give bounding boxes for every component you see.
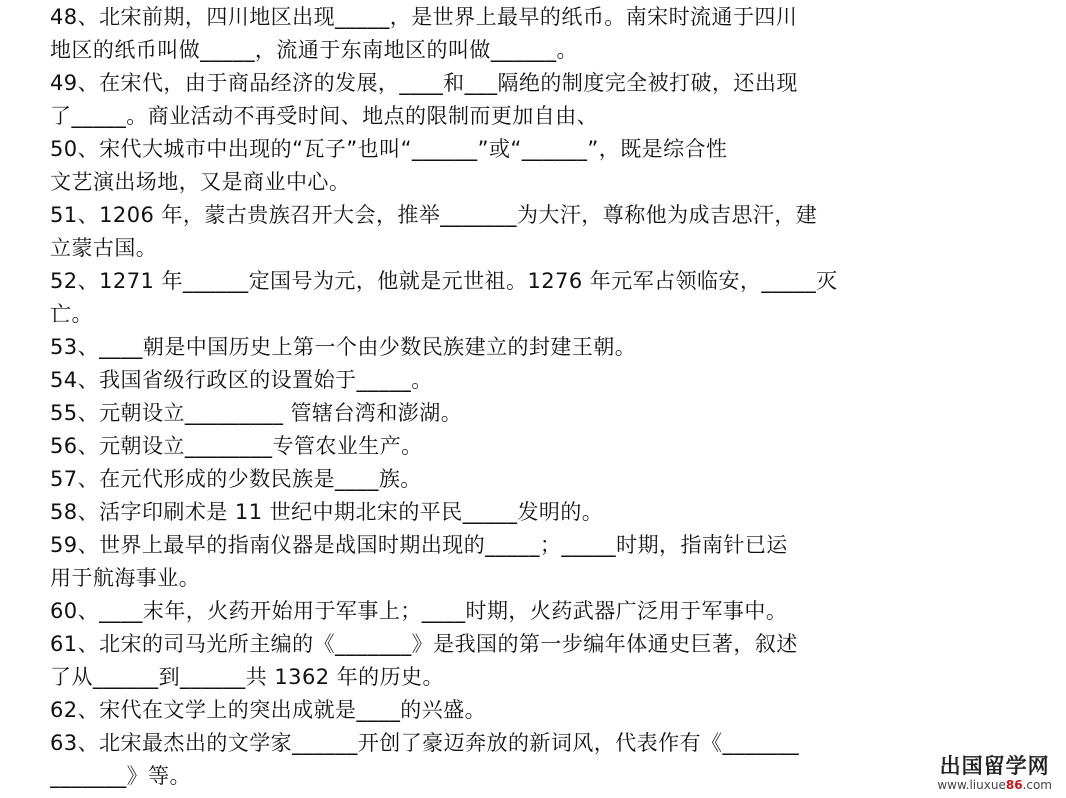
text-line: 63、北宋最杰出的文学家______开创了豪迈奔放的新词风，代表作有《_______ [50,731,800,755]
text-line: 文艺演出场地，又是商业中心。 [50,170,351,194]
watermark-title: 出国留学网 [939,754,1050,778]
text-line: 62、宋代在文学上的突出成就是____的兴盛。 [50,698,487,722]
text-line: 用于航海事业。 [50,566,201,590]
site-watermark [937,754,1052,792]
text-line: 60、____末年，火药开始用于军事上；____时期，火药武器广泛用于军事中。 [50,599,788,623]
text-line: 49、在宋代，由于商品经济的发展，____和___隔绝的制度完全被打破，还出现 [50,71,798,95]
watermark-url: www.liuxue86.com [937,778,1052,792]
text-line: 53、____朝是中国历史上第一个由少数民族建立的封建王朝。 [50,335,637,359]
text-line: 52、1271 年______定国号为元，他就是元世祖。1276 年元军占领临安，_____灭 [50,269,838,293]
text-line: 58、活字印刷术是 11 世纪中期北宋的平民_____发明的。 [50,500,604,524]
text-line: 56、元朝设立________专管农业生产。 [50,434,423,458]
text-line: 59、世界上最早的指南仪器是战国时期出现的_____；_____时期，指南针已运 [50,533,788,557]
text-line: 了_____。商业活动不再受时间、地点的限制而更加自由、 [50,104,599,128]
text-line: 51、1206 年，蒙古贵族召开大会，推举_______为大汗，尊称他为成吉思汗，建 [50,203,818,227]
text-line: 亡。 [50,302,93,326]
text-line: 50、宋代大城市中出现的“瓦子”也叫“______”或“______”，既是综合性 [50,137,728,161]
text-line: 55、元朝设立_________ 管辖台湾和澎湖。 [50,401,463,425]
text-line: _______》等。 [50,764,191,788]
text-line: 48、北宋前期，四川地区出现_____，是世界上最早的纸币。南宋时流通于四川 [50,5,798,29]
text-line: 地区的纸币叫做_____，流通于东南地区的叫做______。 [50,38,578,62]
text-line: 54、我国省级行政区的设置始于_____。 [50,368,433,392]
text-line: 了从______到______共 1362 年的历史。 [50,665,444,689]
text-line: 立蒙古国。 [50,236,158,260]
text-line: 61、北宋的司马光所主编的《_______》是我国的第一步编年体通史巨著，叙述 [50,632,798,656]
text-line: 57、在元代形成的少数民族是____族。 [50,467,422,491]
